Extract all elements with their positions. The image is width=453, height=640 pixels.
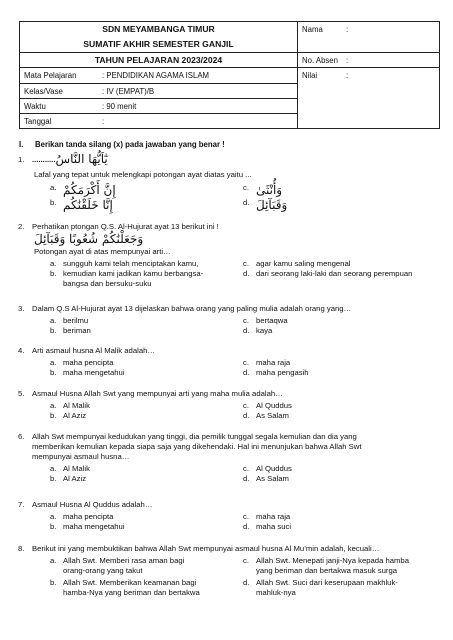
question-number: 8.: [18, 544, 25, 553]
option-d[interactable]: [243, 522, 291, 532]
meta-value: : PENDIDIKAN AGAMA ISLAM: [102, 71, 210, 80]
question-arabic: وَجَعَلْنَٰكُمْ شُعُوبًا وَقَبَآئِلَ: [34, 231, 144, 246]
option-letter: c.: [243, 259, 249, 268]
question-7: [18, 500, 434, 534]
name-colon: :: [346, 25, 349, 34]
section-instruction: Berikan tanda silang (x) pada jawaban yang benar !: [35, 140, 225, 149]
option-text: Allah Swt. Memberi rasa aman bagi orang-orang yang takut: [63, 556, 185, 575]
option-b[interactable]: [50, 198, 113, 214]
option-letter: c.: [243, 401, 249, 410]
option-text: agar kamu saling mengenal: [256, 259, 351, 268]
option-b[interactable]: [50, 522, 125, 532]
meta-value: : 90 menit: [102, 102, 137, 111]
option-text: maha pencipta: [63, 358, 114, 367]
option-a[interactable]: [50, 183, 116, 199]
question-number: 3.: [18, 304, 25, 313]
question-text: Arti asmaul husna Al Malik adalah…: [32, 346, 156, 355]
option-text: إِنَّا خَلَقْنَٰكُم: [63, 198, 113, 212]
exam-header: [19, 21, 440, 129]
question-8: [18, 544, 434, 604]
score-colon: :: [346, 71, 349, 80]
meta-key: Tanggal: [24, 117, 52, 126]
question-3: [18, 304, 434, 338]
option-letter: a.: [50, 259, 57, 268]
option-text: maha mengetahui: [63, 522, 125, 531]
option-letter: d.: [243, 411, 250, 420]
question-number: 4.: [18, 346, 25, 355]
option-text: Allah Swt. Memberikan keamanan bagi hamba-Nya yang beriman dan bertakwa: [63, 578, 200, 597]
option-c[interactable]: [243, 183, 282, 199]
meta-key: Kelas/Vase: [24, 87, 63, 96]
absen-field[interactable]: [298, 52, 439, 67]
option-letter: d.: [243, 368, 250, 377]
option-letter: c.: [243, 512, 249, 521]
option-text: Al Aziz: [63, 474, 87, 483]
meta-key: Waktu: [24, 102, 46, 111]
question-number: 5.: [18, 389, 25, 398]
score-label: Nilai: [302, 71, 318, 80]
option-b[interactable]: [50, 474, 86, 484]
meta-key: Mata Pelajaran: [24, 71, 77, 80]
option-letter: b.: [50, 269, 57, 278]
option-letter: d.: [243, 474, 250, 483]
option-text: Al Quddus: [256, 464, 292, 473]
option-letter: d.: [243, 269, 250, 278]
absen-colon: :: [346, 56, 349, 65]
option-text: bertaqwa: [256, 316, 288, 325]
meta-row: [20, 83, 297, 98]
option-letter: b.: [50, 578, 57, 587]
option-b[interactable]: [50, 578, 200, 598]
question-number: 1.: [18, 155, 25, 164]
option-text: وَأُنْثَىٰ: [256, 183, 283, 197]
option-letter: d.: [243, 522, 250, 531]
option-letter: b.: [50, 198, 57, 207]
option-text: وَقَبَآئِلَ: [256, 198, 288, 212]
option-text: kaya: [256, 326, 273, 335]
option-d[interactable]: [243, 326, 272, 336]
option-letter: c.: [243, 556, 249, 565]
question-blank: ...........: [32, 155, 56, 164]
option-c[interactable]: [243, 358, 290, 368]
option-a[interactable]: [50, 512, 113, 522]
option-b[interactable]: [50, 269, 203, 289]
option-letter: a.: [50, 556, 57, 565]
option-text: Allah Swt. Menepati janji-Nya kepada hamba yang beriman dan bertakwa masuk surga: [256, 556, 409, 575]
option-text: maha raja: [256, 512, 291, 521]
option-text: maha mengetahui: [63, 368, 125, 377]
option-c[interactable]: [243, 512, 290, 522]
option-d[interactable]: [243, 368, 309, 378]
option-text: maha pengasih: [256, 368, 309, 377]
option-a[interactable]: [50, 464, 90, 474]
option-letter: d.: [243, 326, 250, 335]
question-text: Asmaul Husna Al Quddus adalah…: [32, 500, 153, 509]
question-arabic: يٰٓاَيُّهَا النَّاسُ: [55, 152, 108, 167]
option-text: Allah Swt. Suci dari keserupaan makhluk- mahluk-nya: [256, 578, 398, 597]
option-letter: a.: [50, 401, 57, 410]
option-letter: a.: [50, 316, 57, 325]
option-c[interactable]: [243, 401, 292, 411]
option-text: Al Malik: [63, 401, 90, 410]
option-text: dari seorang laki-laki dan seorang perempuan: [256, 269, 413, 278]
school-info: [20, 22, 298, 67]
option-letter: c.: [243, 464, 249, 473]
option-text: sungguh kami telah menciptakan kamu,: [63, 259, 199, 268]
option-letter: b.: [50, 474, 57, 483]
option-text: Al Malik: [63, 464, 90, 473]
option-text: maha raja: [256, 358, 291, 367]
option-letter: c.: [243, 183, 249, 192]
option-text: As Salam: [256, 411, 289, 420]
option-letter: b.: [50, 411, 57, 420]
name-label: Nama: [302, 25, 323, 34]
option-a[interactable]: [50, 358, 113, 368]
option-letter: d.: [243, 198, 250, 207]
option-letter: a.: [50, 512, 57, 521]
meta-row: [20, 113, 297, 128]
exam-meta: [20, 67, 439, 128]
score-field[interactable]: [298, 68, 439, 128]
option-text: maha suci: [256, 522, 292, 531]
student-id-box: [298, 22, 439, 67]
question-4: [18, 346, 434, 380]
option-letter: b.: [50, 326, 57, 335]
option-b[interactable]: [50, 326, 91, 336]
option-text: maha pencipta: [63, 512, 114, 521]
school-name: SDN MEYAMBANGA TIMUR: [102, 24, 215, 34]
question-6: [18, 432, 434, 486]
question-text-2: Potongan ayat di atas mempunyai arti…: [34, 247, 171, 256]
section-number: I.: [19, 140, 24, 149]
option-d[interactable]: [243, 198, 287, 214]
option-d[interactable]: [243, 269, 412, 279]
question-text: Berikut ini yang membuktikan bahwa Allah Swt mempunyai asmaul husna Al Mu’min adalah, kecuali…: [32, 544, 380, 553]
question-5: [18, 389, 434, 423]
meta-row: [20, 68, 297, 83]
option-d[interactable]: [243, 474, 289, 484]
question-text: Lafal yang tepat untuk melengkapi potongan ayat diatas yaitu ...: [34, 170, 252, 179]
question-2: [18, 222, 434, 297]
option-letter: a.: [50, 183, 57, 192]
question-1: [18, 152, 434, 216]
question-number: 7.: [18, 500, 25, 509]
question-number: 2.: [18, 222, 25, 231]
option-letter: c.: [243, 316, 249, 325]
option-text: As Salam: [256, 474, 289, 483]
question-text: Allah Swt mempunyai kedudukan yang tinggi, dia pemilik tunggal segala kemulian dan dia yang memberikan kemulian kepada siapa saja yang dikehendaki. Hal ini menunjukan bahwa Allah Swt mempunyai asmaul husna…: [32, 432, 362, 461]
option-b[interactable]: [50, 411, 86, 421]
option-d[interactable]: [243, 411, 289, 421]
option-text: Al Aziz: [63, 411, 87, 420]
meta-row: [20, 98, 297, 113]
absen-label: No. Absen: [302, 56, 338, 65]
option-d[interactable]: [243, 578, 398, 598]
option-a[interactable]: [50, 259, 198, 269]
option-c[interactable]: [243, 556, 409, 576]
option-b[interactable]: [50, 368, 125, 378]
section-heading: [19, 140, 439, 150]
option-letter: a.: [50, 464, 57, 473]
option-letter: c.: [243, 358, 249, 367]
option-text: Al Quddus: [256, 401, 292, 410]
option-letter: b.: [50, 368, 57, 377]
option-a[interactable]: [50, 401, 90, 411]
option-text: berilmu: [63, 316, 89, 325]
question-text: Perhatikan ptongan Q.S. Al-Hujurat ayat 13 berikut ini !: [32, 222, 219, 231]
exam-title: SUMATIF AKHIR SEMESTER GANJIL: [83, 39, 234, 49]
option-letter: a.: [50, 358, 57, 367]
school-year: TAHUN PELAJARAN 2023/2024: [20, 52, 297, 67]
option-a[interactable]: [50, 316, 88, 326]
option-a[interactable]: [50, 556, 184, 576]
name-field[interactable]: [298, 22, 439, 52]
option-text: kemudian kami jadikan kamu berbangsa- bangsa dan bersuku-suku: [63, 269, 204, 288]
question-number: 6.: [18, 432, 25, 441]
meta-value: :: [102, 117, 105, 126]
meta-value: : IV (EMPAT)/B: [102, 87, 155, 96]
question-text: Asmaul Husna Allah Swt yang mempunyai arti yang maha mulia adalah…: [32, 389, 283, 398]
option-text: إِنَّ أَكْرَمَكُمْ: [63, 183, 116, 197]
option-c[interactable]: [243, 259, 350, 269]
option-text: beriman: [63, 326, 91, 335]
option-letter: b.: [50, 522, 57, 531]
option-c[interactable]: [243, 316, 288, 326]
option-c[interactable]: [243, 464, 292, 474]
option-letter: d.: [243, 578, 250, 587]
question-text: Dalam Q.S Al-Hujurat ayat 13 dijelaskan bahwa orang yang paling mulia adalah orang yang…: [32, 304, 352, 313]
